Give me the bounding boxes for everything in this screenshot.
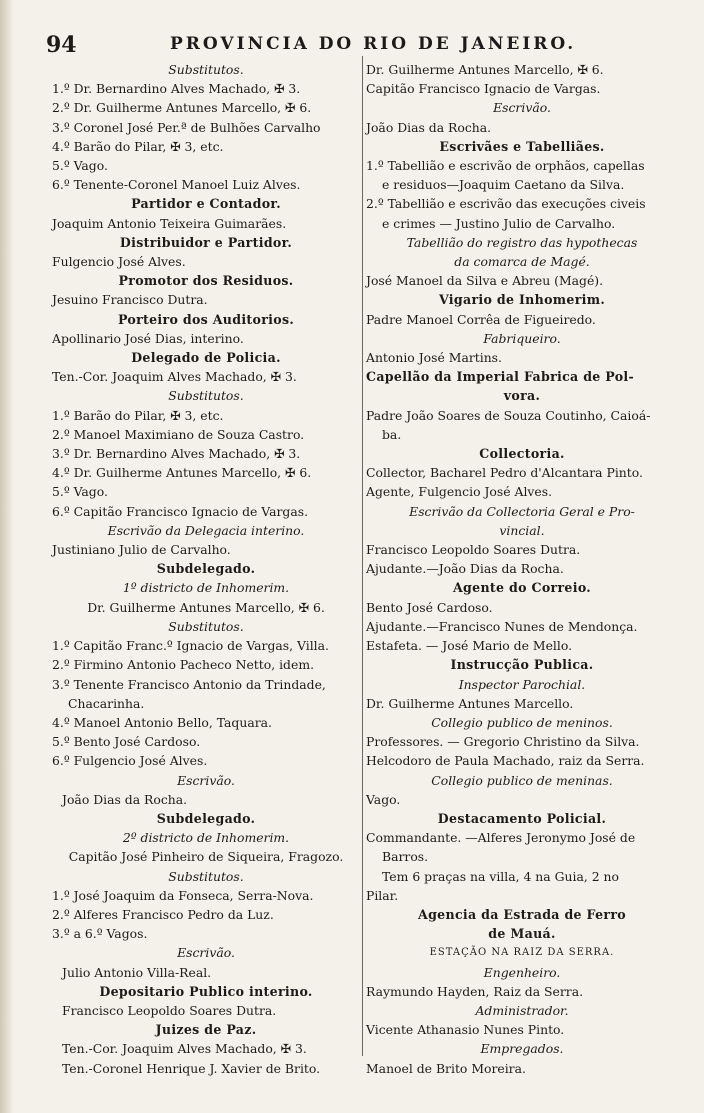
section-heading: Capellão da Imperial Fabrica de Pol-: [366, 369, 635, 385]
italic-subheading: Escrivão.: [177, 945, 235, 961]
italic-subheading: Empregados.: [480, 1041, 564, 1057]
page-edge: [0, 0, 14, 1113]
italic-subheading: Escrivão da Collectoria Geral e Pro-: [409, 503, 635, 519]
text-line: 6.º Capitão Francisco Ignacio de Vargas.: [52, 503, 309, 519]
section-heading: Partidor e Contador.: [131, 196, 281, 212]
text-line: 6.º Tenente-Coronel Manoel Luiz Alves.: [52, 177, 301, 193]
text-line: 5.º Vago.: [52, 484, 108, 500]
text-line: 2.º Alferes Francisco Pedro da Luz.: [52, 906, 274, 922]
section-heading: Delegado de Policia.: [131, 350, 281, 366]
text-line: 1.º Tabellião e escrivão de orphãos, capellas: [366, 158, 645, 174]
italic-subheading: Inspector Parochial.: [458, 676, 586, 692]
text-line: 2.º Tabellião e escrivão das execuções civeis: [366, 196, 646, 212]
section-heading: vora.: [503, 388, 541, 404]
text-line: Capitão José Pinheiro de Siqueira, Fragozo.: [68, 849, 344, 865]
text-line: Commandante. —Alferes Jeronymo José de: [366, 830, 636, 846]
text-line: Manoel de Brito Moreira.: [366, 1060, 526, 1076]
text-line: Bento José Cardoso.: [366, 599, 493, 615]
text-line: Vago.: [366, 791, 401, 807]
section-heading: Agente do Correio.: [452, 580, 591, 596]
section-heading: Subdelegado.: [156, 561, 256, 577]
section-heading: Porteiro dos Auditorios.: [117, 311, 295, 327]
page-title: PROVINCIA DO RIO DE JANEIRO.: [170, 34, 577, 54]
text-line: Ten.-Cor. Joaquim Alves Machado, ✠ 3.: [52, 369, 297, 385]
text-line: Dr. Guilherme Antunes Marcello.: [366, 695, 574, 711]
italic-subheading: Collegio publico de meninas.: [431, 772, 613, 788]
text-line: Vicente Athanasio Nunes Pinto.: [366, 1022, 565, 1038]
italic-subheading: da comarca de Magé.: [454, 254, 590, 270]
text-line: 3.º Dr. Bernardino Alves Machado, ✠ 3.: [52, 446, 301, 462]
text-line: 1.º Capitão Franc.º Ignacio de Vargas, Villa.: [52, 638, 329, 654]
page-header: [40, 30, 680, 56]
text-line: 5.º Bento José Cardoso.: [52, 734, 201, 750]
text-line: 4.º Barão do Pilar, ✠ 3, etc.: [52, 138, 224, 154]
italic-subheading: vincial.: [499, 522, 545, 538]
text-line: Apollinario José Dias, interino.: [52, 330, 244, 346]
text-line: 1.º Dr. Bernardino Alves Machado, ✠ 3.: [52, 81, 301, 97]
text-line: 2.º Firmino Antonio Pacheco Netto, idem.: [52, 657, 315, 673]
text-line: Professores. — Gregorio Christino da Silva.: [366, 734, 640, 750]
text-line: 5.º Vago.: [52, 158, 108, 174]
text-line: Fulgencio José Alves.: [52, 254, 186, 270]
text-line: Antonio José Martins.: [366, 350, 502, 366]
italic-subheading: Ten.-Coronel Henrique J. Xavier de Brito.: [62, 1060, 321, 1076]
text-line: Padre João Soares de Souza Coutinho, Caioá-: [366, 407, 651, 423]
italic-subheading: Tem 6 praças na villa, 4 na Guia, 2 no: [382, 868, 619, 884]
italic-subheading: Francisco Leopoldo Soares Dutra.: [62, 1002, 277, 1018]
italic-subheading: Barros.: [382, 849, 429, 865]
text-line: João Dias da Rocha.: [366, 119, 492, 135]
text-line: Helcodoro de Paula Machado, raiz da Serra.: [366, 753, 645, 769]
text-line: Dr. Guilherme Antunes Marcello, ✠ 6.: [366, 62, 604, 77]
section-heading: Escrivães e Tabelliães.: [439, 138, 605, 154]
italic-subheading: Engenheiro.: [483, 964, 561, 980]
text-line: Collector, Bacharel Pedro d'Alcantara Pinto.: [366, 465, 643, 481]
text-line: Pilar.: [366, 887, 399, 903]
text-line: Padre Manoel Corrêa de Figueiredo.: [366, 311, 596, 327]
text-line: Francisco Leopoldo Soares Dutra.: [366, 542, 581, 558]
italic-subheading: Julio Antonio Villa-Real.: [62, 964, 212, 980]
italic-subheading: Substitutos.: [168, 388, 244, 404]
italic-subheading: Collegio publico de meninos.: [431, 714, 613, 730]
italic-subheading: Escrivão.: [177, 772, 235, 788]
left-column: [52, 60, 360, 1078]
text-line: 1.º José Joaquim da Fonseca, Serra-Nova.: [52, 887, 314, 903]
section-heading: de Mauá.: [488, 926, 556, 942]
italic-subheading: Administrador.: [475, 1002, 569, 1018]
text-line: ESTAÇÃO NA RAIZ DA SERRA.: [429, 947, 615, 959]
text-line: 3.º Coronel José Per.ª de Bulhões Carvalho: [52, 119, 321, 135]
text-line: 3.º a 6.º Vagos.: [52, 926, 148, 942]
section-heading: Subdelegado.: [156, 810, 256, 826]
italic-subheading: 1º districto de Inhomerim.: [122, 580, 290, 596]
section-heading: Collectoria.: [479, 446, 565, 462]
text-line: 4.º Dr. Guilherme Antunes Marcello, ✠ 6.: [52, 465, 312, 481]
text-line: Estafeta. — José Mario de Mello.: [366, 638, 573, 654]
section-heading: Agencia da Estrada de Ferro: [418, 906, 626, 922]
text-line: Capitão Francisco Ignacio de Vargas.: [366, 81, 601, 97]
column-divider: [362, 56, 363, 1056]
page-number: 94: [46, 32, 77, 58]
text-line: 3.º Tenente Francisco Antonio da Trindade,: [52, 676, 326, 692]
text-line: Justiniano Julio de Carvalho.: [52, 542, 231, 558]
italic-subheading: 2º districto de Inhomerim.: [122, 830, 290, 846]
text-line: Ajudante.—João Dias da Rocha.: [366, 561, 564, 577]
text-line: 1.º Barão do Pilar, ✠ 3, etc.: [52, 407, 224, 423]
section-heading: Promotor dos Residuos.: [118, 273, 294, 289]
italic-subheading: Tabellião do registro das hypothecas: [406, 234, 638, 250]
italic-subheading: Escrivão.: [493, 100, 551, 116]
italic-subheading: Fabriqueiro.: [483, 330, 561, 346]
text-line: Joaquim Antonio Teixeira Guimarães.: [52, 215, 287, 231]
italic-subheading: Substitutos.: [168, 868, 244, 884]
italic-subheading: Escrivão da Delegacia interino.: [107, 522, 305, 538]
italic-subheading: e crimes — Justino Julio de Carvalho.: [382, 215, 616, 231]
text-line: Agente, Fulgencio José Alves.: [366, 484, 553, 500]
text-line: 2.º Dr. Guilherme Antunes Marcello, ✠ 6.: [52, 100, 312, 116]
section-heading: Destacamento Policial.: [437, 810, 607, 826]
text-line: José Manoel da Silva e Abreu (Magé).: [366, 273, 604, 289]
text-line: Jesuino Francisco Dutra.: [52, 292, 208, 308]
italic-subheading: Substitutos.: [168, 62, 244, 77]
text-line: 6.º Fulgencio José Alves.: [52, 753, 208, 769]
right-column: [366, 60, 678, 1078]
text-line: 4.º Manoel Antonio Bello, Taquara.: [52, 714, 272, 730]
italic-subheading: Substitutos.: [168, 618, 244, 634]
section-heading: Instrucção Publica.: [450, 657, 594, 673]
italic-subheading: Ten.-Cor. Joaquim Alves Machado, ✠ 3.: [62, 1041, 307, 1057]
text-line: Dr. Guilherme Antunes Marcello, ✠ 6.: [87, 599, 325, 615]
text-line: Raymundo Hayden, Raiz da Serra.: [366, 983, 584, 999]
section-heading: Distribuidor e Partidor.: [119, 234, 293, 250]
section-heading: Vigario de Inhomerim.: [438, 292, 606, 308]
text-line: 2.º Manoel Maximiano de Souza Castro.: [52, 426, 305, 442]
italic-subheading: e residuos—Joaquim Caetano da Silva.: [382, 177, 625, 193]
italic-subheading: João Dias da Rocha.: [62, 791, 188, 807]
section-heading: Juizes de Paz.: [155, 1022, 257, 1038]
italic-subheading: ba.: [382, 426, 402, 442]
section-heading: Depositario Publico interino.: [99, 983, 313, 999]
italic-subheading: Chacarinha.: [68, 695, 145, 711]
text-line: Ajudante.—Francisco Nunes de Mendonça.: [366, 618, 638, 634]
